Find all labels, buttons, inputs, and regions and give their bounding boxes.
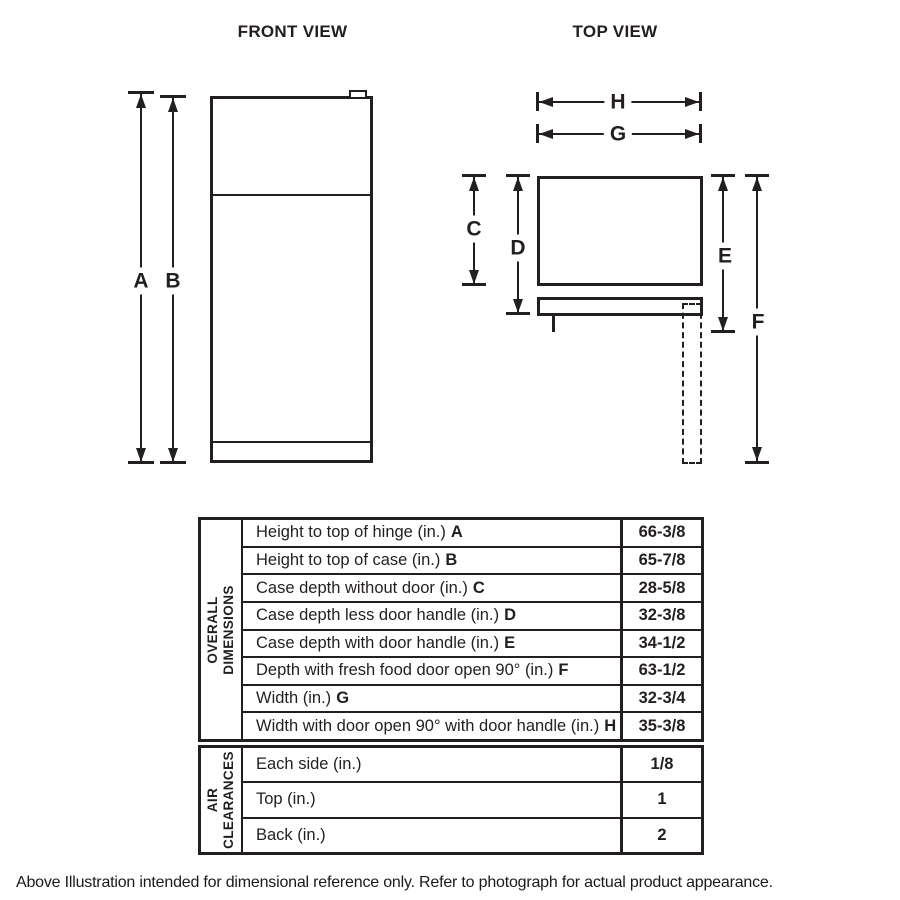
row-letter: C — [472, 578, 485, 597]
dimension-label-b: B — [159, 268, 186, 295]
row-value: 28-5/8 — [620, 575, 701, 601]
air-clearances-header-label — [205, 751, 237, 849]
row-label — [243, 658, 620, 684]
row-value: 1/8 — [620, 748, 701, 781]
row-value: 65-7/8 — [620, 548, 701, 574]
table-row — [243, 548, 701, 576]
arrowhead-right-icon — [685, 97, 699, 107]
door-handle-mark — [552, 315, 555, 332]
row-letter: F — [558, 661, 569, 680]
row-text: Case depth less door handle (in.) — [256, 606, 500, 625]
row-letter: D — [504, 606, 516, 625]
air-clearances-table — [198, 745, 704, 855]
row-letter: B — [445, 550, 458, 569]
arrowhead-down-icon — [136, 448, 146, 462]
row-label — [243, 748, 620, 781]
row-label — [243, 575, 620, 601]
row-value: 35-3/8 — [620, 713, 701, 739]
tick — [745, 461, 769, 464]
row-letter: A — [450, 523, 463, 542]
arrowhead-down-icon — [718, 317, 728, 331]
row-text: Case depth with door handle (in.) — [256, 633, 500, 652]
overall-dimensions-table — [198, 517, 704, 742]
table-row — [243, 575, 701, 603]
arrowhead-down-icon — [168, 448, 178, 462]
arrowhead-up-icon — [136, 94, 146, 108]
front-view-title: FRONT VIEW — [237, 22, 348, 41]
table-row — [243, 686, 701, 714]
table-row — [243, 713, 701, 739]
arrowhead-left-icon — [539, 129, 553, 139]
row-label — [243, 631, 620, 657]
dimension-label-c: C — [460, 216, 487, 243]
dimension-label-d: D — [504, 235, 531, 262]
row-letter: G — [336, 689, 350, 708]
header-line-1: OVERALL — [204, 595, 220, 664]
table-row — [243, 819, 701, 852]
row-text: Height to top of case (in.) — [256, 550, 441, 569]
overall-dimensions-header-cell — [201, 520, 243, 739]
row-value: 66-3/8 — [620, 520, 701, 546]
row-value: 2 — [620, 819, 701, 852]
row-text: Width with door open 90° with door handle (in.) — [256, 716, 600, 735]
row-letter: E — [504, 633, 516, 652]
row-text: Each side (in.) — [256, 755, 362, 774]
dimension-label-h: H — [604, 89, 631, 116]
dimension-label-g: G — [604, 121, 632, 148]
row-label — [243, 819, 620, 852]
overall-dimensions-header-label — [205, 585, 237, 675]
row-label — [243, 548, 620, 574]
row-text: Back (in.) — [256, 825, 326, 844]
header-line-2: CLEARANCES — [221, 751, 236, 849]
air-clearances-rows — [243, 748, 701, 852]
row-letter: H — [604, 716, 617, 735]
row-value: 34-1/2 — [620, 631, 701, 657]
row-text: Case depth without door (in.) — [256, 578, 468, 597]
dimension-label-e: E — [712, 243, 738, 270]
row-text: Height to top of hinge (in.) — [256, 523, 446, 542]
row-text: Top (in.) — [256, 790, 316, 809]
row-text: Depth with fresh food door open 90° (in.) — [256, 661, 554, 680]
top-view-title: TOP VIEW — [572, 22, 658, 41]
header-line-2: DIMENSIONS — [221, 584, 236, 675]
door-top-outline — [537, 297, 703, 316]
arrowhead-down-icon — [513, 299, 523, 313]
hinge-detail — [349, 90, 367, 99]
row-label — [243, 783, 620, 816]
arrowhead-up-icon — [718, 177, 728, 191]
arrowhead-up-icon — [168, 98, 178, 112]
dimension-label-f: F — [746, 309, 771, 336]
row-value: 32-3/8 — [620, 603, 701, 629]
table-row — [243, 520, 701, 548]
row-value: 32-3/4 — [620, 686, 701, 712]
table-row — [243, 658, 701, 686]
fridge-outline — [210, 96, 373, 463]
kickplate-line — [212, 441, 371, 443]
dimension-label-a: A — [127, 268, 154, 295]
table-row — [243, 603, 701, 631]
row-label — [243, 713, 620, 739]
arrowhead-up-icon — [752, 177, 762, 191]
air-clearances-header-cell — [201, 748, 243, 852]
arrowhead-up-icon — [469, 177, 479, 191]
arrowhead-down-icon — [752, 447, 762, 461]
table-row — [243, 783, 701, 818]
header-line-1: AIR — [204, 787, 220, 813]
arrowhead-right-icon — [685, 129, 699, 139]
table-row — [243, 631, 701, 659]
overall-dimensions-rows — [243, 520, 701, 739]
freezer-door-divider — [212, 194, 371, 196]
row-text: Width (in.) — [256, 689, 332, 708]
case-top-outline — [537, 176, 703, 286]
row-value: 1 — [620, 783, 701, 816]
row-label — [243, 520, 620, 546]
arrowhead-down-icon — [469, 270, 479, 284]
footer-caption: Above Illustration intended for dimensional reference only. Refer to photograph for actual product appearance. — [16, 874, 773, 891]
arrowhead-up-icon — [513, 177, 523, 191]
row-label — [243, 603, 620, 629]
table-row — [243, 748, 701, 783]
arrowhead-left-icon — [539, 97, 553, 107]
row-label — [243, 686, 620, 712]
row-value: 63-1/2 — [620, 658, 701, 684]
door-open-90-dashed-outline — [682, 303, 702, 464]
